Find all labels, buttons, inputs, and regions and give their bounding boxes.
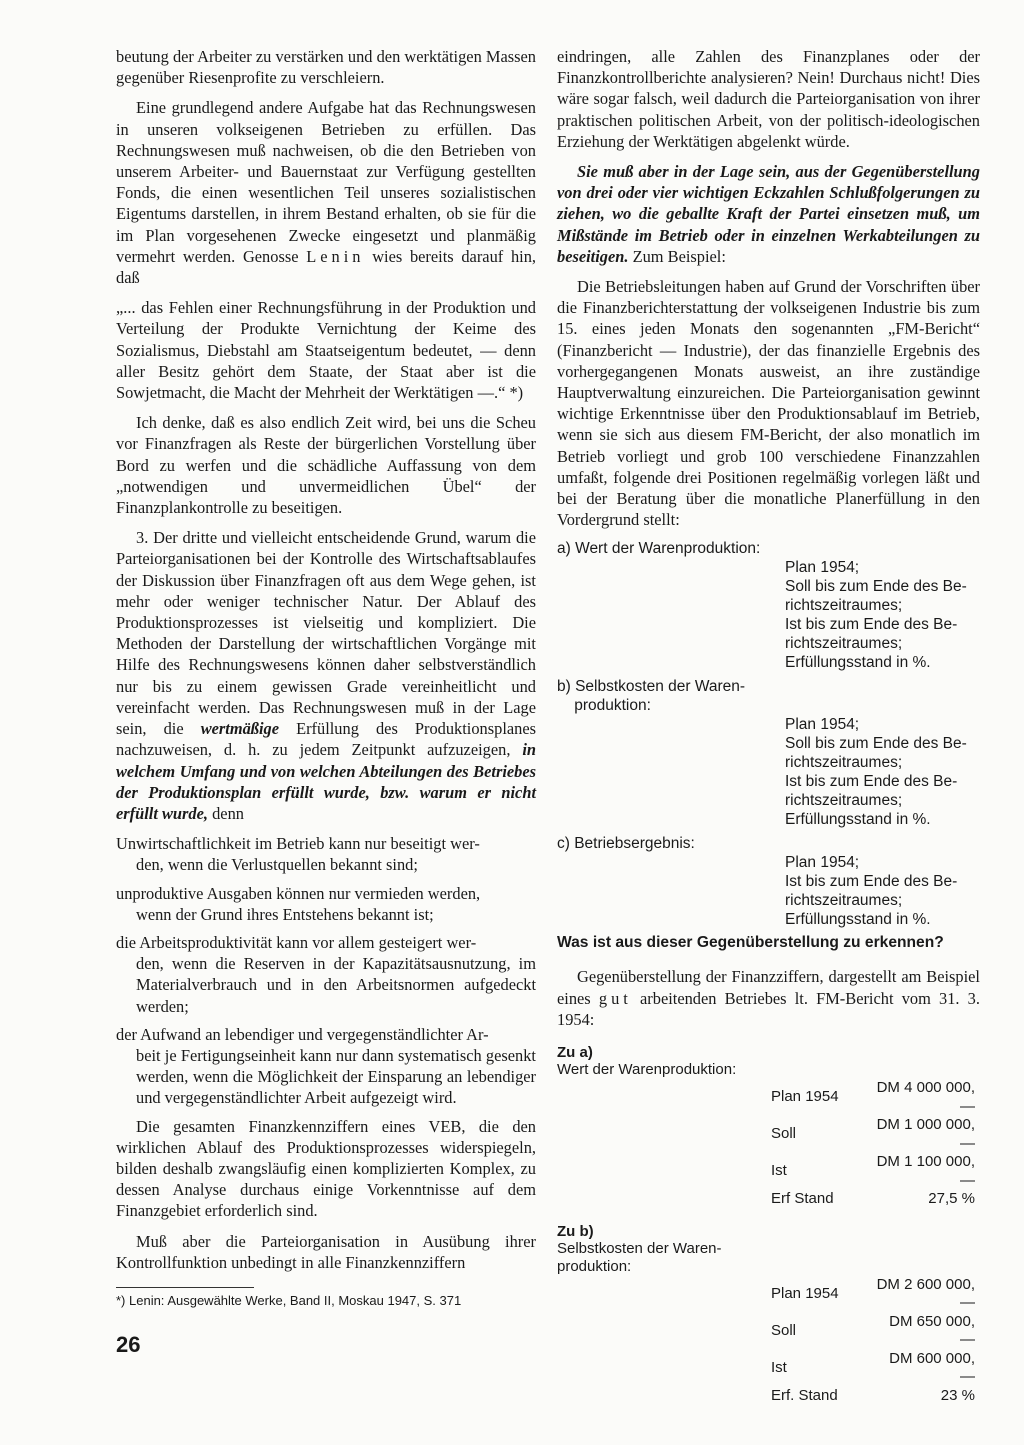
fm-item-line: richtszeitraumes; <box>785 792 903 810</box>
table-row <box>771 1116 975 1153</box>
paragraph: eindringen, alle Zahlen des Finanzplanes oder der Finanzkontrollberichte analysieren? Nein! Durchaus nicht! Dies wäre sogar falsch, weil dadurch die Parteiorganisation von ihrer praktischen politischen Arbeit, von der politisch-ideologischen Erziehung der Werktätigen abgelenkt würde. <box>557 47 980 151</box>
spaced-word: gut <box>598 988 632 1008</box>
figure-comparison <box>557 1044 980 1405</box>
row-label: Plan 1954 <box>771 1088 839 1106</box>
paragraph: Ich denke, daß es also endlich Zeit wird, bei uns die Scheu vor Finanzfragen als Reste der bürgerlichen Vorstellung über Bord zu werfen und die schädliche Auffassung von dem „notwendigen und unvermeidlichen Übel“ der Finanzplankontrolle zu beseitigen. <box>116 413 536 518</box>
emphasis: wertmäßige <box>200 719 279 739</box>
quote: „... das Fehlen einer Rechnungsführung in der Produktion und Verteilung der Produkte Vernichtung der Keime des Sozialismus, Diebstahl am Staatseigentum bedeutet, — denn aller Besitz gehört dem Staate, der Staat aber ist die Sowjetmacht, die Macht der Mehrheit der Werktätigen —.“ *) <box>116 298 536 403</box>
paragraph: beutung der Arbeiter zu verstärken und den werktätigen Massen gegenüber Riesenprofite zu verschleiern. <box>116 47 536 88</box>
row-label: Soll <box>771 1321 797 1339</box>
text: den, wenn die Reserven in der Kapazitätsausnutzung, im Materialverbrauch und in den Arbeitsnormen aufgedeckt werden; <box>136 954 536 1016</box>
text: Unwirtschaftlichkeit im Betrieb kann nur beseitigt wer- <box>116 834 480 854</box>
text: 3. Der dritte und vielleicht entscheidende Grund, warum die Parteiorganisationen bei der Kontrolle des Wirtschaftsablaufes der Diskussion über Finanzfragen oft aus dem Wege gehen, ist mehr oder weniger technischer Natur. Der Ablauf des Produktionsprozesses ist vielseitig und kompliziert. Die Methoden der Darstellung der wirtschaftlichen Vorgänge mit Hilfe des Rechnungswesens können daher selbstverständlich nur bis zu einem gewissen Grade vereinheitlicht und vereinfacht werden. Das Rechnungswesen muß in der Lage sein, die <box>116 528 536 739</box>
paragraph <box>116 97 536 288</box>
fm-position-label: a) Wert der Warenproduktion: <box>557 540 761 558</box>
left-column <box>116 46 536 1282</box>
fm-item-line: Erfüllungsstand in %. <box>785 911 931 929</box>
text: Erfüllung des Produktionsplanes nachzuweisen, d. h. zu jedem Zeitpunkt aufzuzeigen, <box>116 719 536 760</box>
table-row <box>771 1153 975 1190</box>
fm-position-items <box>557 715 980 829</box>
fm-position-label: c) Betriebsergebnis: <box>557 835 695 853</box>
comparison-title: Zu b) <box>557 1222 594 1240</box>
text: wenn der Grund ihres Entstehens bekannt ist; <box>136 904 434 924</box>
fm-position-label: b) Selbstkosten der Waren- produktion: <box>557 678 746 715</box>
paragraph: Muß aber die Parteiorganisation in Ausübung ihrer Kontrollfunktion unbedingt in alle Finanzkennziffern <box>116 1231 536 1272</box>
table-row <box>771 1190 975 1209</box>
fm-position-items <box>557 853 980 929</box>
text: beit je Fertigungseinheit kann nur dann systematisch gesenkt werden, wenn die Möglichkeit der Einsparung an lebendiger und vergegenständlichter Arbeit aufgezeigt wird. <box>136 1045 536 1108</box>
list-item <box>116 1024 536 1109</box>
text: der Aufwand an lebendiger und vergegenständlichter Ar- <box>116 1024 489 1044</box>
comparison-subtitle: produktion: <box>557 1257 632 1275</box>
text: unproduktive Ausgaben können nur vermieden werden, <box>116 883 481 903</box>
table-row <box>771 1079 975 1116</box>
row-label: Ist <box>771 1358 787 1376</box>
text: den, wenn die Verlustquellen bekannt sind; <box>136 855 418 875</box>
row-label: Ist <box>771 1162 787 1180</box>
footnote: *) Lenin: Ausgewählte Werke, Band II, Moskau 1947, S. 371 <box>116 1293 462 1308</box>
emphasis: Sie muß aber in der Lage sein, aus der Gegenüberstellung von drei oder vier wichtigen Eckzahlen Schlußfolgerungen zu ziehen, wo die geballte Kraft der Partei einsetzen muß, um Mißstände im Betrieb oder in einzelnen Werkabteilungen zu beseitigen. <box>557 162 980 266</box>
row-label: Plan 1954 <box>771 1284 839 1302</box>
row-label: Erf. Stand <box>771 1386 838 1404</box>
fm-item-line: Soll bis zum Ende des Be- <box>785 735 967 753</box>
paragraph <box>557 966 980 1030</box>
list-item <box>116 883 536 925</box>
row-value: DM 600 000,— <box>889 1349 975 1386</box>
text: denn <box>212 803 244 823</box>
footnote-divider <box>116 1287 254 1288</box>
table-row <box>771 1350 975 1387</box>
fm-position <box>557 677 980 829</box>
row-value: 27,5 % <box>928 1190 975 1208</box>
table-row <box>771 1313 975 1350</box>
paragraph <box>116 527 536 824</box>
comparison-subtitle: Selbstkosten der Waren- <box>557 1239 722 1257</box>
row-value: DM 1 100 000,— <box>876 1153 975 1189</box>
comparison-table <box>771 1079 975 1209</box>
fm-item-line: Ist bis zum Ende des Be- <box>785 873 958 891</box>
fm-item-line: richtszeitraumes; <box>785 892 903 910</box>
row-value: DM 1 000 000,— <box>876 1116 975 1152</box>
table-row <box>771 1276 975 1313</box>
comparison-subtitle: Wert der Warenproduktion: <box>557 1061 737 1079</box>
text: Gegenüberstellung der Finanzziffern, dargestellt am Beispiel eines <box>557 967 980 1008</box>
fm-item-line: Plan 1954; <box>785 559 860 577</box>
fm-item-line: richtszeitraumes; <box>785 597 903 615</box>
row-value: DM 2 600 000,— <box>876 1275 975 1312</box>
fm-item-line: richtszeitraumes; <box>785 754 903 772</box>
paragraph: Die Betriebsleitungen haben auf Grund der Vorschriften über die Finanzberichterstattung der volkseigenen Industrie bis zum 15. eines jeden Monats den sogenannten „FM-Bericht“ (Finanzbericht — Industrie), der das finanzielle Ergebnis des vorhergegangenen Monats ausweist, an ihre zuständige Hauptverwaltung einzureichen. Die Parteiorganisation gewinnt wichtige Erkenntnisse über den Produktionsablauf im Betrieb, wenn sie sich aus diesem FM-Bericht, der also monatlich im Betrieb vorliegt und grob 100 verschiedene Finanzzahlen umfaßt, folgende drei Positionen regelmäßig vorlegen läßt und bei der Beratung über die monatliche Planerfüllung in den Vordergrund stellt: <box>557 277 980 530</box>
list-item <box>116 932 536 1017</box>
paragraph: Die gesamten Finanzkennziffern eines VEB, die den wirklichen Ablauf des Produktionsprozesses widerspiegeln, bilden deshalb zwangsläufig einen komplizierten Komplex, zu dessen Analyse durchaus einige Vorkenntnisse auf dem Finanzgebiet erforderlich sind. <box>116 1116 536 1221</box>
comparison-table <box>771 1276 975 1406</box>
text: wies bereits darauf hin, daß <box>116 246 536 288</box>
text: Eine grundlegend andere Aufgabe hat das Rechnungswesen in unseren volkseigenen Betrieben zu erfüllen. Das Rechnungswesen muß nachweisen, ob die den Betrieben von unserem Arbeiter- und Bauernstaat zur Verfügung gestellten Fonds, die einen wesentlichen Teil unseres sozialistischen Eigentums darstellen, in ihrem Bestand erhalten, ob sie für die im Plan vorgesehenen Zwecke eingesetzt und planmäßig vermehrt werden. Genosse <box>116 98 536 266</box>
fm-item-line: Plan 1954; <box>785 716 860 734</box>
text: arbeitenden Betriebes lt. FM-Bericht vom 31. 3. 1954: <box>557 988 980 1029</box>
right-column <box>557 46 980 1405</box>
row-label: Soll <box>771 1125 797 1143</box>
row-value: DM 4 000 000,— <box>876 1079 975 1115</box>
fm-item-line: richtszeitraumes; <box>785 635 903 653</box>
list-item <box>116 833 536 875</box>
fm-position <box>557 539 980 672</box>
row-value: DM 650 000,— <box>889 1312 975 1349</box>
row-value: 23 % <box>940 1386 975 1404</box>
row-label: Erf Stand <box>771 1190 834 1208</box>
fm-item-line: Plan 1954; <box>785 854 860 872</box>
fm-item-line: Ist bis zum Ende des Be- <box>785 773 958 791</box>
section-heading: Was ist aus dieser Gegenüberstellung zu erkennen? <box>557 934 944 952</box>
page-number: 26 <box>116 1332 141 1357</box>
fm-positions <box>557 539 980 929</box>
emphasis: in welchem Umfang und von welchen Abteilungen des Betriebes der Produktionsplan erfüllt wurde, bzw. warum er nicht erfüllt wurde, <box>116 740 536 823</box>
table-row <box>771 1387 975 1406</box>
fm-item-line: Erfüllungsstand in %. <box>785 811 931 829</box>
fm-item-line: Ist bis zum Ende des Be- <box>785 616 958 634</box>
fm-position <box>557 834 980 929</box>
comparison-title: Zu a) <box>557 1044 593 1062</box>
spaced-name: Lenin <box>306 246 365 266</box>
paragraph <box>557 161 980 267</box>
text: Zum Beispiel: <box>632 246 726 266</box>
fm-item-line: Soll bis zum Ende des Be- <box>785 578 967 596</box>
fm-item-line: Erfüllungsstand in %. <box>785 654 931 672</box>
text: die Arbeitsproduktivität kann vor allem gesteigert wer- <box>116 932 477 952</box>
fm-position-items <box>557 558 980 672</box>
